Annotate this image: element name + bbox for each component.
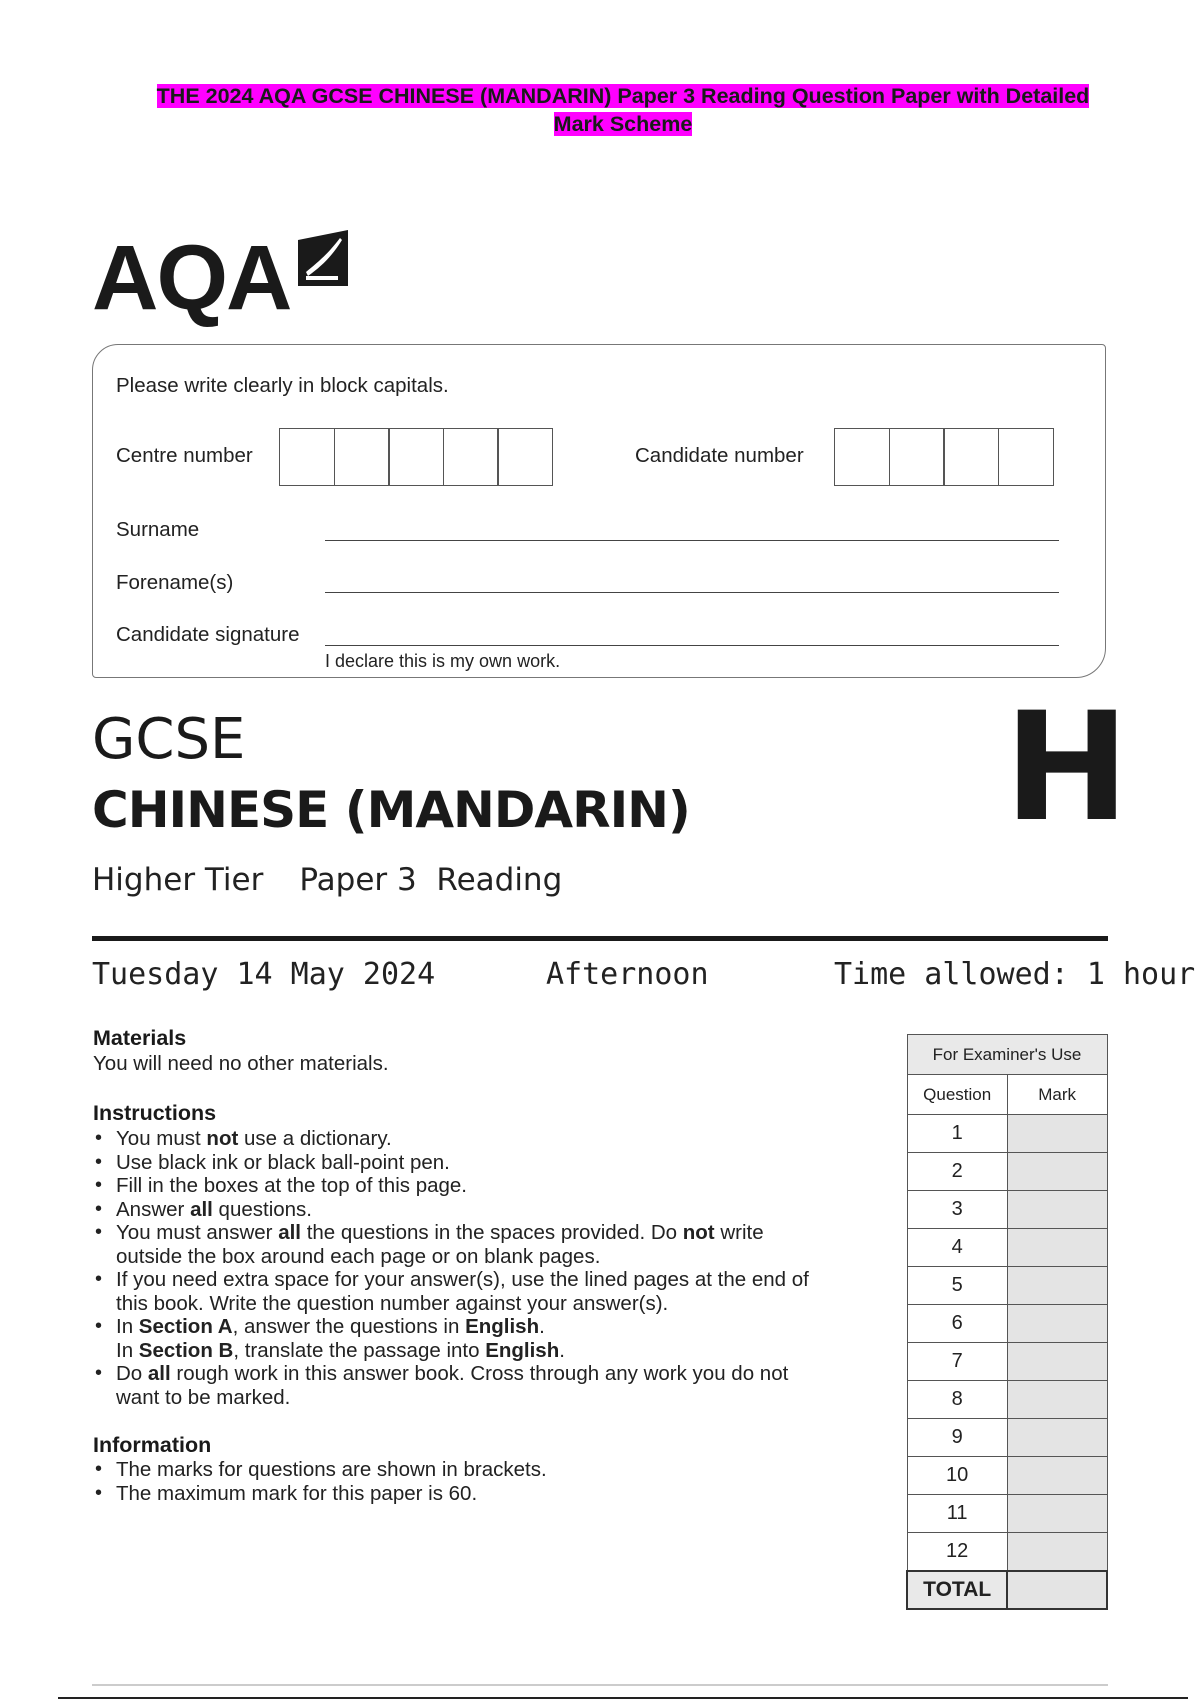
table-row bbox=[907, 1305, 1107, 1343]
information-item: • The marks for questions are shown in brackets. bbox=[93, 1458, 893, 1482]
centre-digit-box[interactable] bbox=[388, 428, 444, 486]
centre-number-boxes[interactable] bbox=[279, 428, 552, 486]
mark-cell bbox=[1007, 1457, 1107, 1495]
mark-cell bbox=[1007, 1305, 1107, 1343]
instruction-item: • If you need extra space for your answer(s), use the lined pages at the end of this book. Write the question number against your answer(s). bbox=[93, 1268, 893, 1315]
table-row bbox=[907, 1381, 1107, 1419]
table-row bbox=[907, 1419, 1107, 1457]
instruction-item: • In Section A, answer the questions in English. In Section B, translate the passage into English. bbox=[93, 1315, 893, 1362]
instruction-item: • You must answer all the questions in the spaces provided. Do not write outside the box around each page or on blank pages. bbox=[93, 1221, 893, 1268]
materials-text: You will need no other materials. bbox=[93, 1052, 389, 1075]
forenames-label: Forename(s) bbox=[116, 571, 234, 594]
candidate-digit-box[interactable] bbox=[998, 428, 1054, 486]
centre-digit-box[interactable] bbox=[279, 428, 335, 486]
instructions-heading: Instructions bbox=[93, 1101, 217, 1125]
tier-label: Higher Tier bbox=[92, 862, 264, 898]
instruction-item: • Do all rough work in this answer book. Cross through any work you do not want to be marked. bbox=[93, 1362, 893, 1409]
title-banner bbox=[90, 82, 1156, 138]
candidate-digit-box[interactable] bbox=[834, 428, 890, 486]
signature-field[interactable] bbox=[325, 645, 1059, 646]
question-number: 8 bbox=[907, 1381, 1007, 1419]
tier-letter: H bbox=[1004, 681, 1130, 855]
footer-divider bbox=[92, 1684, 1108, 1686]
mark-cell bbox=[1007, 1343, 1107, 1381]
information-heading: Information bbox=[93, 1433, 212, 1457]
question-number: 2 bbox=[907, 1153, 1007, 1191]
table-row bbox=[907, 1153, 1107, 1191]
centre-digit-box[interactable] bbox=[497, 428, 553, 486]
materials-heading: Materials bbox=[93, 1026, 187, 1050]
paper-label: Paper 3 Reading bbox=[299, 862, 563, 898]
instructions-list bbox=[93, 1127, 893, 1409]
aqa-tick-icon bbox=[292, 228, 352, 288]
mark-cell bbox=[1007, 1191, 1107, 1229]
mark-cell bbox=[1007, 1419, 1107, 1457]
banner-line-2: Mark Scheme bbox=[553, 112, 693, 136]
signature-label: Candidate signature bbox=[116, 623, 300, 646]
exam-date: Tuesday 14 May 2024 bbox=[92, 957, 436, 992]
table-row bbox=[907, 1115, 1107, 1153]
total-mark-cell bbox=[1007, 1571, 1107, 1609]
question-number: 11 bbox=[907, 1495, 1007, 1533]
surname-field[interactable] bbox=[325, 540, 1059, 541]
instruction-item: • Answer all questions. bbox=[93, 1198, 893, 1222]
centre-digit-box[interactable] bbox=[334, 428, 390, 486]
question-number: 4 bbox=[907, 1229, 1007, 1267]
mark-cell bbox=[1007, 1381, 1107, 1419]
question-number: 9 bbox=[907, 1419, 1007, 1457]
examiner-use-table bbox=[906, 1034, 1108, 1610]
mark-cell bbox=[1007, 1115, 1107, 1153]
header-divider bbox=[92, 936, 1108, 941]
forenames-field[interactable] bbox=[325, 592, 1059, 593]
question-number: 1 bbox=[907, 1115, 1007, 1153]
total-label: TOTAL bbox=[907, 1571, 1007, 1609]
question-number: 6 bbox=[907, 1305, 1007, 1343]
exam-session: Afternoon bbox=[546, 957, 709, 992]
surname-label: Surname bbox=[116, 518, 200, 541]
banner-line-1: THE 2024 AQA GCSE CHINESE (MANDARIN) Paper 3 Reading Question Paper with Detailed bbox=[156, 84, 1090, 108]
table-row bbox=[907, 1267, 1107, 1305]
page-bottom-edge bbox=[58, 1697, 1188, 1699]
candidate-number-boxes[interactable] bbox=[834, 428, 1052, 486]
tier-and-paper bbox=[92, 860, 562, 900]
candidate-digit-box[interactable] bbox=[943, 428, 999, 486]
question-number: 5 bbox=[907, 1267, 1007, 1305]
mark-cell bbox=[1007, 1533, 1107, 1571]
centre-digit-box[interactable] bbox=[443, 428, 499, 486]
question-number: 10 bbox=[907, 1457, 1007, 1495]
candidate-digit-box[interactable] bbox=[889, 428, 945, 486]
table-row bbox=[907, 1343, 1107, 1381]
table-row bbox=[907, 1191, 1107, 1229]
mark-cell bbox=[1007, 1495, 1107, 1533]
mark-column-header: Mark bbox=[1007, 1075, 1107, 1115]
block-capitals-instruction: Please write clearly in block capitals. bbox=[116, 374, 449, 397]
question-number: 12 bbox=[907, 1533, 1007, 1571]
instruction-item: • Use black ink or black ball-point pen. bbox=[93, 1151, 893, 1175]
candidate-number-label: Candidate number bbox=[635, 444, 804, 467]
table-row bbox=[907, 1533, 1107, 1571]
mark-cell bbox=[1007, 1229, 1107, 1267]
mark-cell bbox=[1007, 1267, 1107, 1305]
total-row bbox=[907, 1571, 1107, 1609]
mark-cell bbox=[1007, 1153, 1107, 1191]
declaration-text: I declare this is my own work. bbox=[325, 651, 561, 671]
examiner-table-title: For Examiner's Use bbox=[907, 1035, 1107, 1075]
information-list bbox=[93, 1458, 893, 1505]
table-row bbox=[907, 1229, 1107, 1267]
table-row bbox=[907, 1495, 1107, 1533]
question-number: 3 bbox=[907, 1191, 1007, 1229]
question-column-header: Question bbox=[907, 1075, 1007, 1115]
information-item: • The maximum mark for this paper is 60. bbox=[93, 1482, 893, 1506]
aqa-logo-text: AQA bbox=[92, 227, 291, 329]
subject-title: CHINESE (MANDARIN) bbox=[92, 781, 690, 839]
qualification-title: GCSE bbox=[92, 707, 246, 772]
time-allowed: Time allowed: 1 hour bbox=[834, 957, 1196, 992]
instruction-item: • Fill in the boxes at the top of this page. bbox=[93, 1174, 893, 1198]
table-row bbox=[907, 1457, 1107, 1495]
centre-number-label: Centre number bbox=[116, 444, 253, 467]
question-number: 7 bbox=[907, 1343, 1007, 1381]
aqa-logo bbox=[92, 228, 362, 328]
instruction-item: • You must not use a dictionary. bbox=[93, 1127, 893, 1151]
